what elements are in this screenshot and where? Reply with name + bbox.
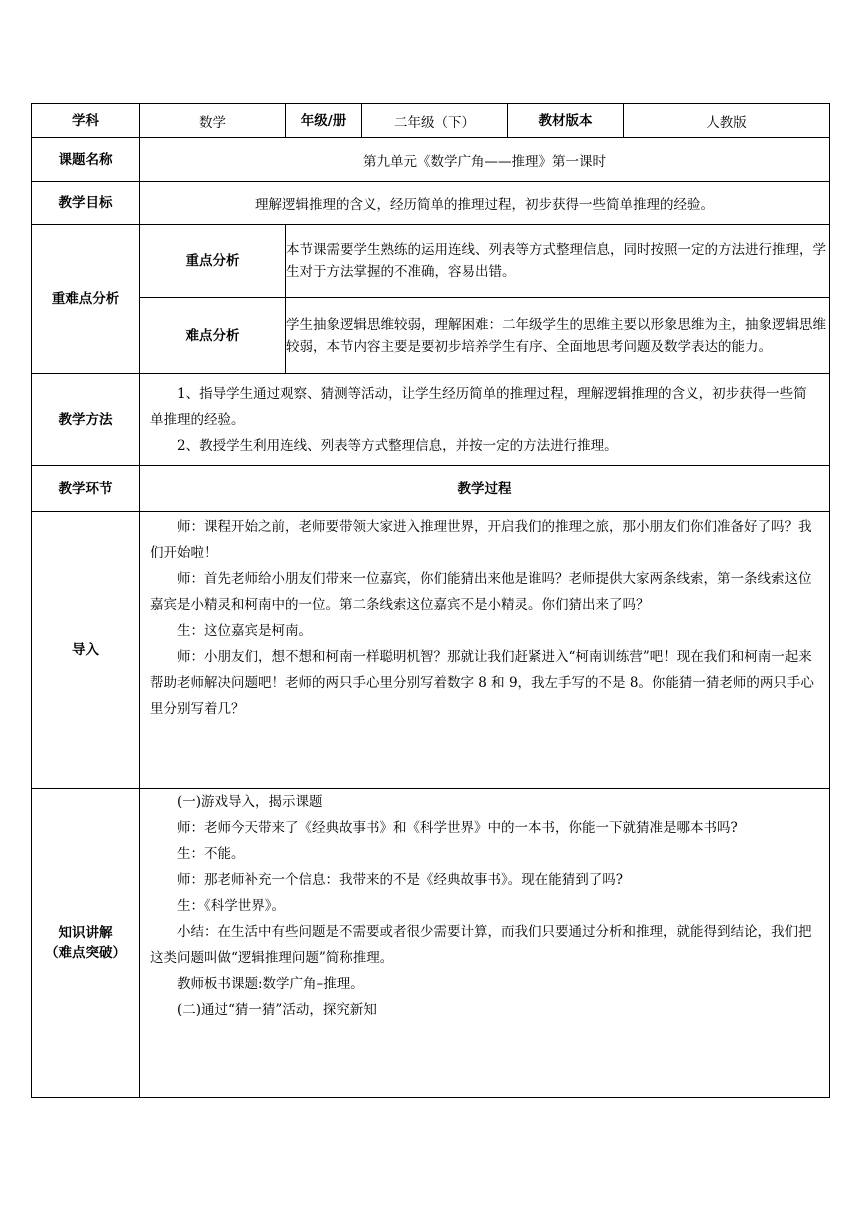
- intro-row: [32, 512, 830, 789]
- intro-paragraph: 师：首先老师给小朋友们带来一位嘉宾，你们能猜出来他是谁吗？老师提供大家两条线索，第一条线索这位嘉宾是小精灵和柯南中的一位。第二条线索这位嘉宾不是小精灵。你们猜出来了吗？: [150, 571, 812, 613]
- grade-label: 年级/册: [286, 104, 362, 138]
- goal-row: [32, 182, 830, 225]
- knowledge-paragraph: 师：老师今天带来了《经典故事书》和《科学世界》中的一本书，你能一下就猜准是哪本书吗?: [177, 820, 738, 836]
- knowledge-paragraph: 生：不能。: [177, 846, 245, 862]
- knowledge-label: [32, 789, 140, 1098]
- knowledge-paragraph: (一)游戏导入，揭示课题: [177, 794, 323, 810]
- knowledge-paragraph: (二)通过“猜一猜”活动，探究新知: [177, 1002, 377, 1018]
- difficulty-analysis-text: 学生抽象逻辑思维较弱，理解困难：二年级学生的思维主要以形象思维为主，抽象逻辑思维较弱，本节内容主要是要初步培养学生有序、全面地思考问题及数学表达的能力。: [286, 298, 830, 374]
- key-analysis-label: 重点分析: [140, 225, 286, 298]
- lesson-label: 课题名称: [32, 138, 140, 182]
- grade-value: 二年级（下）: [362, 104, 508, 138]
- knowledge-paragraph: 师：那老师补充一个信息：我带来的不是《经典故事书》。现在能猜到了吗?: [177, 872, 623, 888]
- knowledge-label-line2: （难点突破）: [45, 945, 126, 961]
- lesson-row: [32, 138, 830, 182]
- intro-label: 导入: [32, 512, 140, 789]
- intro-paragraph: 生：这位嘉宾是柯南。: [177, 623, 312, 639]
- knowledge-paragraph: 教师板书课题:数学广角–推理。: [177, 976, 364, 992]
- process-header: 教学过程: [140, 466, 830, 512]
- knowledge-paragraph: 小结：在生活中有些问题是不需要或者很少需要计算，而我们只要通过分析和推理，就能得到结论，我们把这类问题叫做“逻辑推理问题”简称推理。: [150, 924, 812, 966]
- edition-label: 教材版本: [508, 104, 624, 138]
- intro-paragraph: 师：课程开始之前，老师要带领大家进入推理世界，开启我们的推理之旅，那小朋友们你们准备好了吗？我们开始啦！: [150, 519, 812, 561]
- method-item: 2、教授学生利用连线、列表等方式整理信息，并按一定的方法进行推理。: [177, 437, 618, 454]
- difficulty-analysis-row: [32, 298, 830, 374]
- method-item: 1、指导学生通过观察、猜测等活动，让学生经历简单的推理过程，理解逻辑推理的含义，初步获得一些简单推理的经验。: [150, 385, 807, 428]
- goal-text: 理解逻辑推理的含义，经历简单的推理过程，初步获得一些简单推理的经验。: [140, 182, 830, 225]
- subject-label: 学科: [32, 104, 140, 138]
- process-header-row: [32, 466, 830, 512]
- knowledge-paragraph: 生：《科学世界》。: [177, 898, 285, 914]
- stage-header: 教学环节: [32, 466, 140, 512]
- subject-value: 数学: [140, 104, 286, 138]
- method-row: [32, 374, 830, 466]
- intro-paragraph: 师：小朋友们，想不想和柯南一样聪明机智？那就让我们赶紧进入“柯南训练营”吧！现在我们和柯南一起来帮助老师解决问题吧！老师的两只手心里分别写着数字 8 和 9，我左手写的不是 8。你能猜一猜老师的两只手心里分别写着几？: [150, 649, 814, 717]
- analysis-label: 重难点分析: [32, 225, 140, 374]
- method-label: 教学方法: [32, 374, 140, 466]
- header-row: [32, 104, 830, 138]
- knowledge-label-line1: 知识讲解: [58, 925, 113, 941]
- key-analysis-row: [32, 225, 830, 298]
- key-analysis-text: 本节课需要学生熟练的运用连线、列表等方式整理信息，同时按照一定的方法进行推理，学生对于方法掌握的不准确，容易出错。: [286, 225, 830, 298]
- method-cell: [140, 374, 830, 466]
- intro-cell: [140, 512, 830, 789]
- knowledge-row: [32, 789, 830, 1098]
- difficulty-analysis-label: 难点分析: [140, 298, 286, 374]
- lesson-plan-table: [31, 103, 830, 1098]
- goal-label: 教学目标: [32, 182, 140, 225]
- knowledge-cell: [140, 789, 830, 1098]
- edition-value: 人教版: [624, 104, 830, 138]
- lesson-title: 第九单元《数学广角——推理》第一课时: [140, 138, 830, 182]
